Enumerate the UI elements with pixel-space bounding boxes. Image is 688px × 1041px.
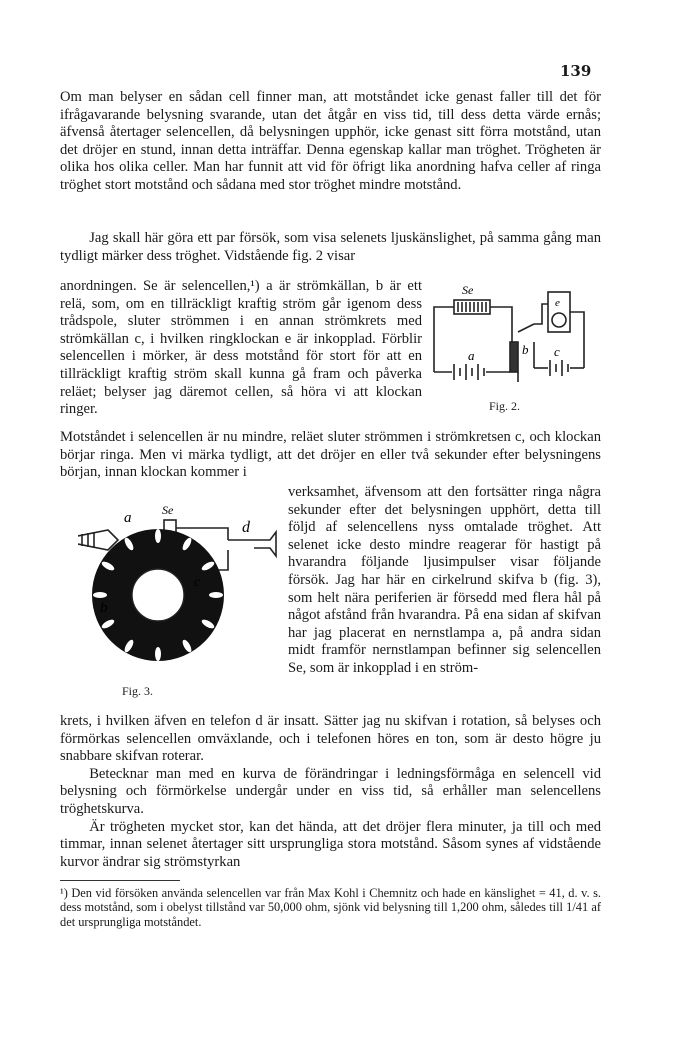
fig3-label-c: c <box>194 575 201 590</box>
figure-2-diagram <box>424 282 604 418</box>
paragraph-2-body: anordningen. Se är selencellen,¹) a är strömkällan, b är ett relä, som, om en tillräckligt kraftig ström går igenom dess trådspole, sluter strömmen i en annan strömkrets med strömkällan c, i hvilken ringklockan e är inkopplad. Förblir selencellen i mörker, är dess motstånd för stort för att en tillräckligt kraftig ström skall kunna gå fram och påverka reläet; belyser jag däremot cellen, så höra vi att klockan ringer. <box>60 278 422 418</box>
fig2-label-a: a <box>468 348 475 363</box>
paragraph-group-end <box>60 713 601 871</box>
paragraph-1 <box>60 89 601 195</box>
fig3-label-b: b <box>100 600 108 616</box>
paragraph-4-body: verksamhet, äfvensom att den fortsätter ringa några sekunder efter det belysningen upphört, detta till följd af selencellens nyss omtalade tröghet. Att selenet icke desto mindre reagerar för hastigt på hvarandra följande ljusimpulser visar följande försök. Jag har här en cirkelrund skifva b (fig. 3), som helt nära periferien är försedd med flera hål på något afstånd från hvarandra. På ena sidan af skifvan har jag placerat en nernstlampa a, på andra sidan midt framför nernstlampan befinner sig selencellen Se, som är inkopplad i en ström- <box>288 484 601 676</box>
footnote-rule <box>60 880 180 881</box>
paragraph-6: Är trögheten mycket stor, kan det hända, att det dröjer flera minuter, ja till och med timmar, innan selenet återtager sitt ursprungliga stora motstånd. Såsom synes af vidstående kurvor ändrar sig strömstyrkan <box>60 818 601 870</box>
footnote: ¹) Den vid försöken använda selencellen var från Max Kohl i Chemnitz och hade en känslighet = 41, d. v. s. dess motstånd, som i obelyst tillstånd var 50,000 ohm, sjönk vid belysning till 1,200 ohm, således till 1/41 af det ursprungliga motståndet. <box>60 886 601 929</box>
fig3-label-se: Se <box>162 503 174 517</box>
fig3-label-d: d <box>242 519 250 536</box>
page-number: 139 <box>560 62 592 80</box>
fig2-label-b: b <box>522 342 529 357</box>
figure-3-caption: Fig. 3. <box>122 684 154 698</box>
paragraph-4-end: krets, i hvilken äfven en telefon d är insatt. Sätter jag nu skifvan i rotation, så belyses och förmörkas selencellen omväxlande, och i telefonen höres en ton, som är desto högre ju snabbare skifvan roterar. <box>60 713 601 765</box>
fig2-label-se: Se <box>462 283 474 297</box>
figure-3-diagram <box>78 500 288 690</box>
paragraph-5: Betecknar man med en kurva de förändringar i ledningsförmåga en selencell vid belysning och förmörkelse undergår under en viss tid, så erhåller man selencellens tröghetskurva. <box>60 765 601 817</box>
fig2-label-e: e <box>555 297 560 309</box>
figure-2-caption: Fig. 2. <box>489 399 521 413</box>
paragraph-text: Om man belyser en sådan cell finner man, att motståndet icke genast faller till det för ifrågavarande belysning svarande, utan det åtgår en viss tid, till dess detta värde ernås; äfvenså återtager selencellen, då belysningen upphör, icke genast sitt förra motstånd, utan det dröjer en stund, innan detta inträffar. Denna egenskap kallar man tröghet. Trögheten är olika hos olika celler. Man har funnit att vid för öfrigt lika anordning hafva celler af ringa tröghet stort motstånd och sådana med stor tröghet mindre motstånd. <box>60 89 601 193</box>
selenium-cell-shape <box>454 300 490 314</box>
paragraph-2-intro: Jag skall här göra ett par försök, som visa selenets ljuskänslighet, på samma gång man tydligt märker dess tröghet. Vidstående fig. 2 visar <box>60 230 601 264</box>
fig3-label-a: a <box>124 510 132 526</box>
fig2-label-c: c <box>554 344 560 359</box>
relay-coil-shape <box>510 342 518 372</box>
paragraph-3: Motståndet i selencellen är nu mindre, reläet sluter strömmen i strömkretsen c, och klockan börjar ringa. Men vi märka tydligt, att det dröjer en eller två sekunder efter belysningens början, innan klockan kommer i <box>60 429 601 481</box>
